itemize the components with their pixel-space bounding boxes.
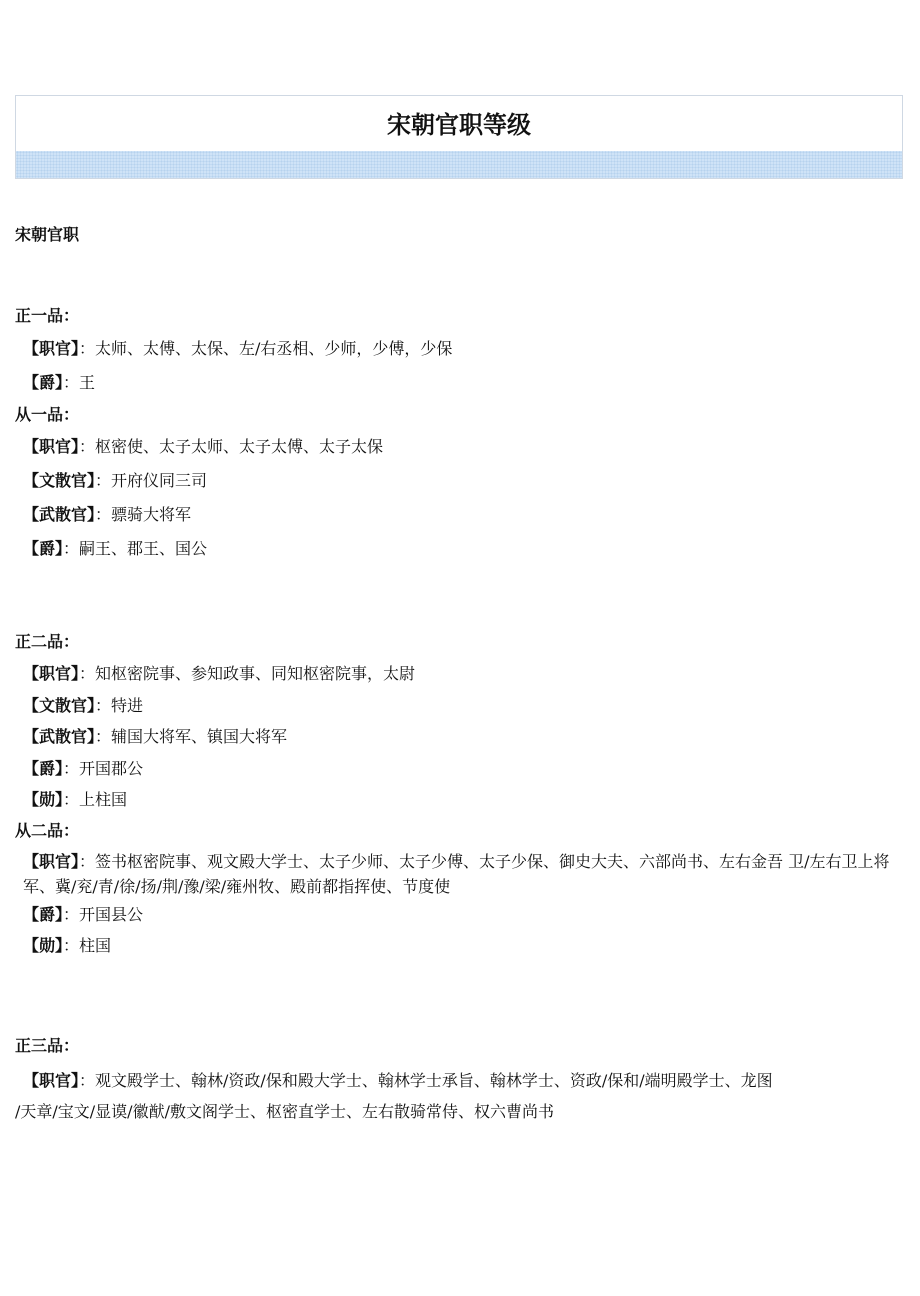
item-sep: ：	[63, 904, 80, 924]
item-tag: 【职官】	[23, 339, 80, 358]
grade-title: 正一品：	[15, 306, 80, 325]
item-sep: ：	[63, 790, 80, 809]
item-sep: ：	[79, 851, 96, 871]
grade-title: 从一品：	[15, 405, 80, 424]
item-tag: 【文散官】	[23, 471, 96, 490]
item-sep: ：	[63, 936, 80, 955]
doc-title: 宋朝官职	[15, 225, 80, 244]
item-sep: ：	[63, 758, 80, 778]
grade-item	[15, 658, 905, 690]
item-tag: 【勋】	[23, 936, 64, 955]
grade-item	[15, 899, 905, 931]
grade-section	[15, 626, 905, 816]
item-tag: 【文散官】	[23, 695, 96, 715]
grade-section	[15, 400, 905, 566]
item-text: 骠骑大将军	[111, 505, 192, 524]
grade-item	[15, 366, 905, 400]
item-text: 上柱国	[79, 790, 128, 809]
item-sep: ：	[63, 373, 80, 392]
item-text: 枢密使、太子太师、太子太傅、太子太保	[95, 437, 384, 456]
item-text: 观文殿学士、翰林/资政/保和殿大学士、翰林学士承旨、翰林学士、资政/保和/端明殿学士、龙图	[95, 1070, 773, 1090]
item-tag: 【爵】	[23, 539, 64, 558]
item-text: 辅国大将军、镇国大将军	[111, 727, 288, 746]
item-sep: ：	[79, 339, 96, 358]
item-sep: ：	[95, 695, 112, 715]
item-text: 开府仪同三司	[111, 471, 208, 490]
item-text: 知枢密院事、参知政事、同知枢密院事，太尉	[95, 664, 416, 683]
grade-section	[15, 300, 905, 400]
grade-section	[15, 1030, 905, 1125]
grade-item	[15, 430, 905, 464]
grade-item	[15, 846, 905, 899]
item-tag: 【爵】	[23, 904, 64, 924]
item-tag: 【职官】	[23, 1070, 80, 1090]
item-sep: ：	[63, 539, 80, 558]
item-tag: 【勋】	[23, 790, 64, 809]
item-tag: 【武散官】	[23, 727, 96, 746]
grade-item	[15, 498, 905, 532]
grade-item	[15, 690, 905, 722]
grade-item	[15, 930, 905, 962]
header-band	[16, 151, 902, 178]
document-body	[15, 222, 905, 1125]
grade-item-continuation: /天章/宝文/显谟/徽猷/敷文阁学士、枢密直学士、左右散骑常侍、权六曹尚书	[15, 1101, 554, 1121]
item-text: 王	[79, 373, 96, 392]
item-tag: 【职官】	[23, 664, 80, 683]
item-tag: 【职官】	[23, 851, 80, 871]
item-text: 嗣王、郡王、国公	[79, 539, 208, 558]
page-title: 宋朝官职等级	[387, 109, 531, 139]
item-sep: ：	[95, 471, 112, 490]
item-text: 柱国	[79, 936, 112, 955]
grade-title: 正三品：	[15, 1035, 80, 1055]
item-text: 太师、太傅、太保、左/右丞相、少师，少傅，少保	[95, 339, 453, 358]
grade-item	[15, 532, 905, 566]
grade-item	[15, 1062, 905, 1093]
grade-item	[15, 464, 905, 498]
grade-title: 正二品：	[15, 632, 80, 651]
item-text: 签书枢密院事、观文殿大学士、太子少师、太子少傅、太子少保、御史大夫、六部尚书、左右金吾 卫/左右卫上将军、冀/兖/青/徐/扬/荆/豫/梁/雍州牧、殿前都指挥使、节度使	[23, 851, 890, 896]
grade-item	[15, 784, 905, 816]
grade-item	[15, 332, 905, 366]
item-sep: ：	[79, 1070, 96, 1090]
item-sep: ：	[79, 664, 96, 683]
item-text: 开国郡公	[79, 758, 144, 778]
item-tag: 【武散官】	[23, 505, 96, 524]
item-text: 开国县公	[79, 904, 144, 924]
item-sep: ：	[95, 727, 112, 746]
grade-item	[15, 753, 905, 785]
grade-title: 从二品：	[15, 820, 80, 840]
item-tag: 【职官】	[23, 437, 80, 456]
item-sep: ：	[79, 437, 96, 456]
header-box	[15, 95, 903, 179]
grade-section	[15, 816, 905, 962]
item-text: 特进	[111, 695, 144, 715]
item-tag: 【爵】	[23, 758, 64, 778]
grade-item	[15, 721, 905, 753]
item-sep: ：	[95, 505, 112, 524]
item-tag: 【爵】	[23, 373, 64, 392]
